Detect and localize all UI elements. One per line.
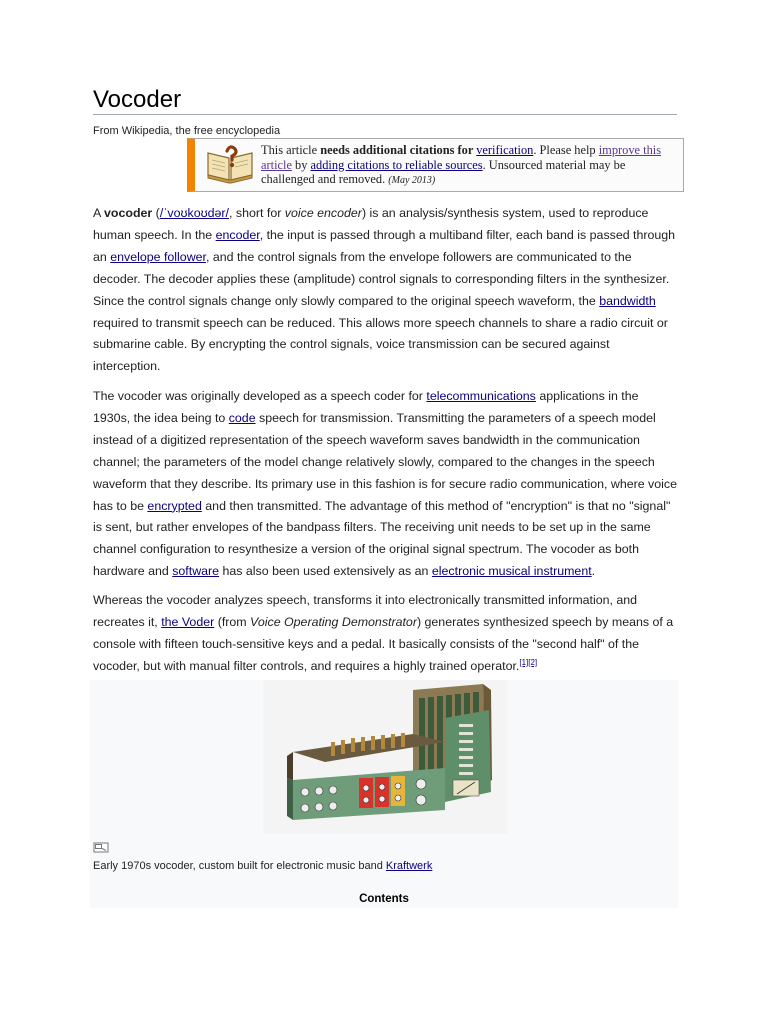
encoder-link[interactable]: encoder — [215, 227, 260, 242]
adding-citations-link[interactable]: adding citations to reliable sources — [310, 157, 483, 172]
kraftwerk-link[interactable]: Kraftwerk — [385, 860, 433, 872]
electronic-musical-instrument-link[interactable]: electronic musical instrument — [431, 564, 592, 579]
ipa-pronunciation-link[interactable]: /ˈvoʊkoʊdər/ — [159, 206, 229, 220]
software-link[interactable]: software — [172, 564, 220, 579]
italic-text: voice encoder — [284, 206, 362, 220]
verification-link[interactable]: verification — [476, 143, 534, 157]
title-divider — [93, 114, 677, 115]
text: ) is an analysis/synthesis system, used to reproduce human speech. In the — [93, 206, 649, 242]
caption-text: Early 1970s vocoder, custom built for electronic music band — [93, 860, 386, 872]
text: A — [93, 206, 105, 220]
notice-text: . Please help — [533, 143, 599, 157]
notice-text: This article — [261, 143, 321, 157]
term-vocoder: vocoder — [104, 206, 153, 220]
text: , the input is passed through a multiband filter, each band is passed through an — [93, 227, 676, 264]
page-title: Vocoder — [93, 86, 182, 113]
text: has also been used extensively as an — [219, 564, 432, 579]
text: , and the control signals from the envelope followers are communicated to the decoder. The decoder applies these (amplitude) control signals to corresponding filters in the synthesizer. Since the control signals change only slowly compared to the original speech waveform, the — [93, 249, 670, 308]
citation-notice-box — [187, 138, 684, 192]
text: ( — [152, 206, 160, 220]
paragraph-voder — [93, 590, 677, 678]
text: The vocoder was originally developed as a speech coder for — [93, 389, 427, 403]
vocoder-photo[interactable] — [263, 680, 507, 834]
text: , short for — [229, 206, 285, 220]
text: Whereas the vocoder analyzes speech, transforms it into electronically transmitted information, and recreates it, — [93, 593, 638, 629]
telecommunications-link[interactable]: telecommunications — [426, 389, 536, 403]
contents-heading: Contents — [359, 893, 409, 905]
text: ) generates synthesized speech by means of a console with fifteen touch-sensitive keys and a pedal. It basically consists of the "second half" of the vocoder, but with manual filter controls, and requires a highly trained operator. — [93, 614, 674, 673]
italic-text: Voice Operating Demonstrator — [250, 614, 417, 629]
encrypted-link[interactable]: encrypted — [147, 498, 202, 513]
book-question-icon — [205, 145, 255, 185]
text: . — [591, 564, 596, 579]
notice-text: . Unsourced material may be challenged and removed. — [261, 157, 626, 186]
notice-date: (May 2013) — [388, 175, 436, 186]
text: applications in the 1930s, the idea being to — [93, 389, 639, 425]
figure-vocoder — [90, 680, 678, 908]
voder-link[interactable]: the Voder — [161, 614, 215, 629]
text: required to transmit speech can be reduced. This allows more speech channels to share a radio circuit or submarine cable. By encrypting the control signals, voice transmission can be secured against interception. — [93, 315, 668, 374]
citation-notice-text — [261, 143, 679, 189]
bandwidth-link[interactable]: bandwidth — [599, 293, 656, 308]
site-tagline: From Wikipedia, the free encyclopedia — [93, 125, 281, 137]
paragraph-history — [93, 386, 677, 583]
improve-article-link[interactable]: improve this article — [261, 143, 662, 172]
paragraph-intro — [93, 203, 677, 378]
notice-text: by — [291, 157, 311, 172]
envelope-follower-link[interactable]: envelope follower — [110, 249, 206, 264]
code-link[interactable]: code — [228, 410, 256, 425]
text: and then transmitted. The advantage of this method of "encryption" is that no "signal" is sent, but rather envelopes of the bandpass filters. The receiving unit needs to be set up in the same channel configuration to resynthesize a version of the original signal spectrum. The vocoder as both hardware and — [93, 498, 671, 579]
reference-link[interactable]: [1][2] — [519, 657, 538, 667]
notice-bold-text: needs additional citations for — [320, 143, 477, 157]
text: (from — [214, 614, 251, 629]
figure-caption — [93, 860, 432, 872]
text: speech for transmission. Transmitting the parameters of a speech model instead of a digitized representation of the speech waveform saves bandwidth in the communication channel; the parameters of the model change relatively slowly, compared to the changes in the speech waveform that they describe. Its primary use in this fashion is for secure radio communication, where voice has to be — [93, 410, 677, 513]
enlarge-icon[interactable] — [93, 842, 109, 853]
